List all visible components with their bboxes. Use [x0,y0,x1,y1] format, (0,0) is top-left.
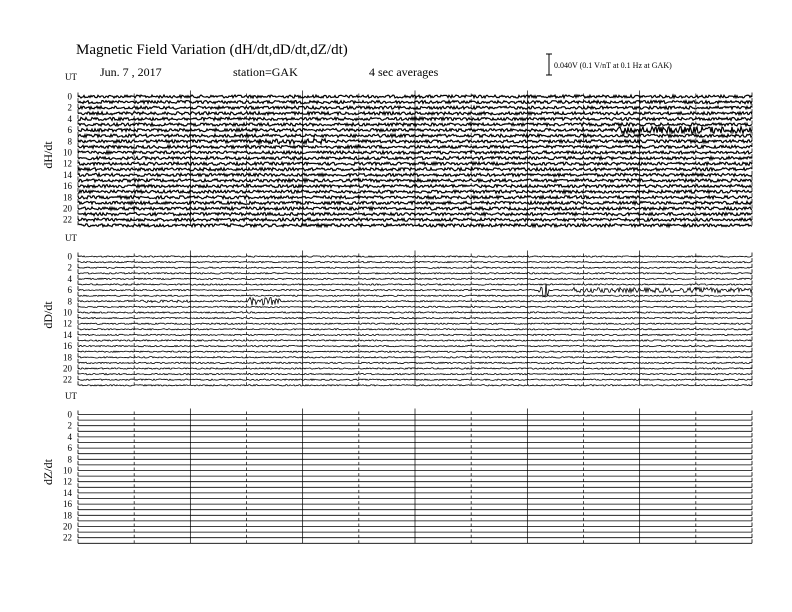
y-axis-label: dD/dt [41,301,55,329]
y-axis-label: dH/dt [41,141,55,169]
hour-tick-label: 18 [63,192,72,203]
date-label: Jun. 7 , 2017 [100,65,162,79]
hour-tick-label: 20 [63,521,72,532]
hour-tick-label: 20 [63,203,72,214]
hour-tick-label: 22 [63,374,72,385]
panel-dH-dt [41,72,752,227]
hour-tick-label: 8 [67,296,72,307]
hour-tick-label: 10 [63,147,72,158]
hour-tick-label: 18 [63,510,72,521]
hour-tick-label: 6 [67,285,72,296]
hour-tick-label: 22 [63,214,72,225]
hour-tick-label: 16 [63,341,72,352]
hour-tick-label: 10 [63,307,72,318]
hour-tick-label: 12 [63,158,72,169]
hour-tick-label: 8 [67,454,72,465]
y-axis-label: dZ/dt [41,459,55,485]
hour-tick-label: 14 [63,169,72,180]
ut-label: UT [65,233,77,243]
hour-tick-label: 14 [63,329,72,340]
hour-tick-label: 6 [67,443,72,454]
panels [41,72,752,543]
hour-tick-label: 22 [63,532,72,543]
hour-tick-label: 8 [67,136,72,147]
chart-title: Magnetic Field Variation (dH/dt,dD/dt,dZ/dt) [76,42,348,58]
hour-tick-label: 14 [63,487,72,498]
hour-tick-label: 16 [63,499,72,510]
hour-tick-label: 20 [63,363,72,374]
hour-tick-label: 4 [67,273,72,284]
hour-tick-label: 4 [67,113,72,124]
hour-tick-label: 16 [63,181,72,192]
hour-tick-label: 2 [67,262,72,273]
panel-dD-dt [41,233,752,386]
hour-tick-label: 4 [67,431,72,442]
scale-bar [546,54,672,75]
hour-tick-label: 10 [63,465,72,476]
hour-tick-label: 18 [63,352,72,363]
hour-tick-label: 2 [67,102,72,113]
hour-tick-label: 0 [67,251,72,262]
scale-label: 0.040V (0.1 V/nT at 0.1 Hz at GAK) [554,61,672,70]
hour-tick-label: 0 [67,91,72,102]
averaging-label: 4 sec averages [369,65,439,79]
hour-tick-label: 2 [67,420,72,431]
hour-tick-label: 12 [63,476,72,487]
hour-tick-label: 12 [63,318,72,329]
ut-label: UT [65,391,77,401]
hour-tick-label: 6 [67,125,72,136]
hour-tick-label: 0 [67,409,72,420]
ut-label: UT [65,72,77,82]
station-label: station=GAK [233,65,298,79]
panel-dZ-dt [41,391,752,543]
